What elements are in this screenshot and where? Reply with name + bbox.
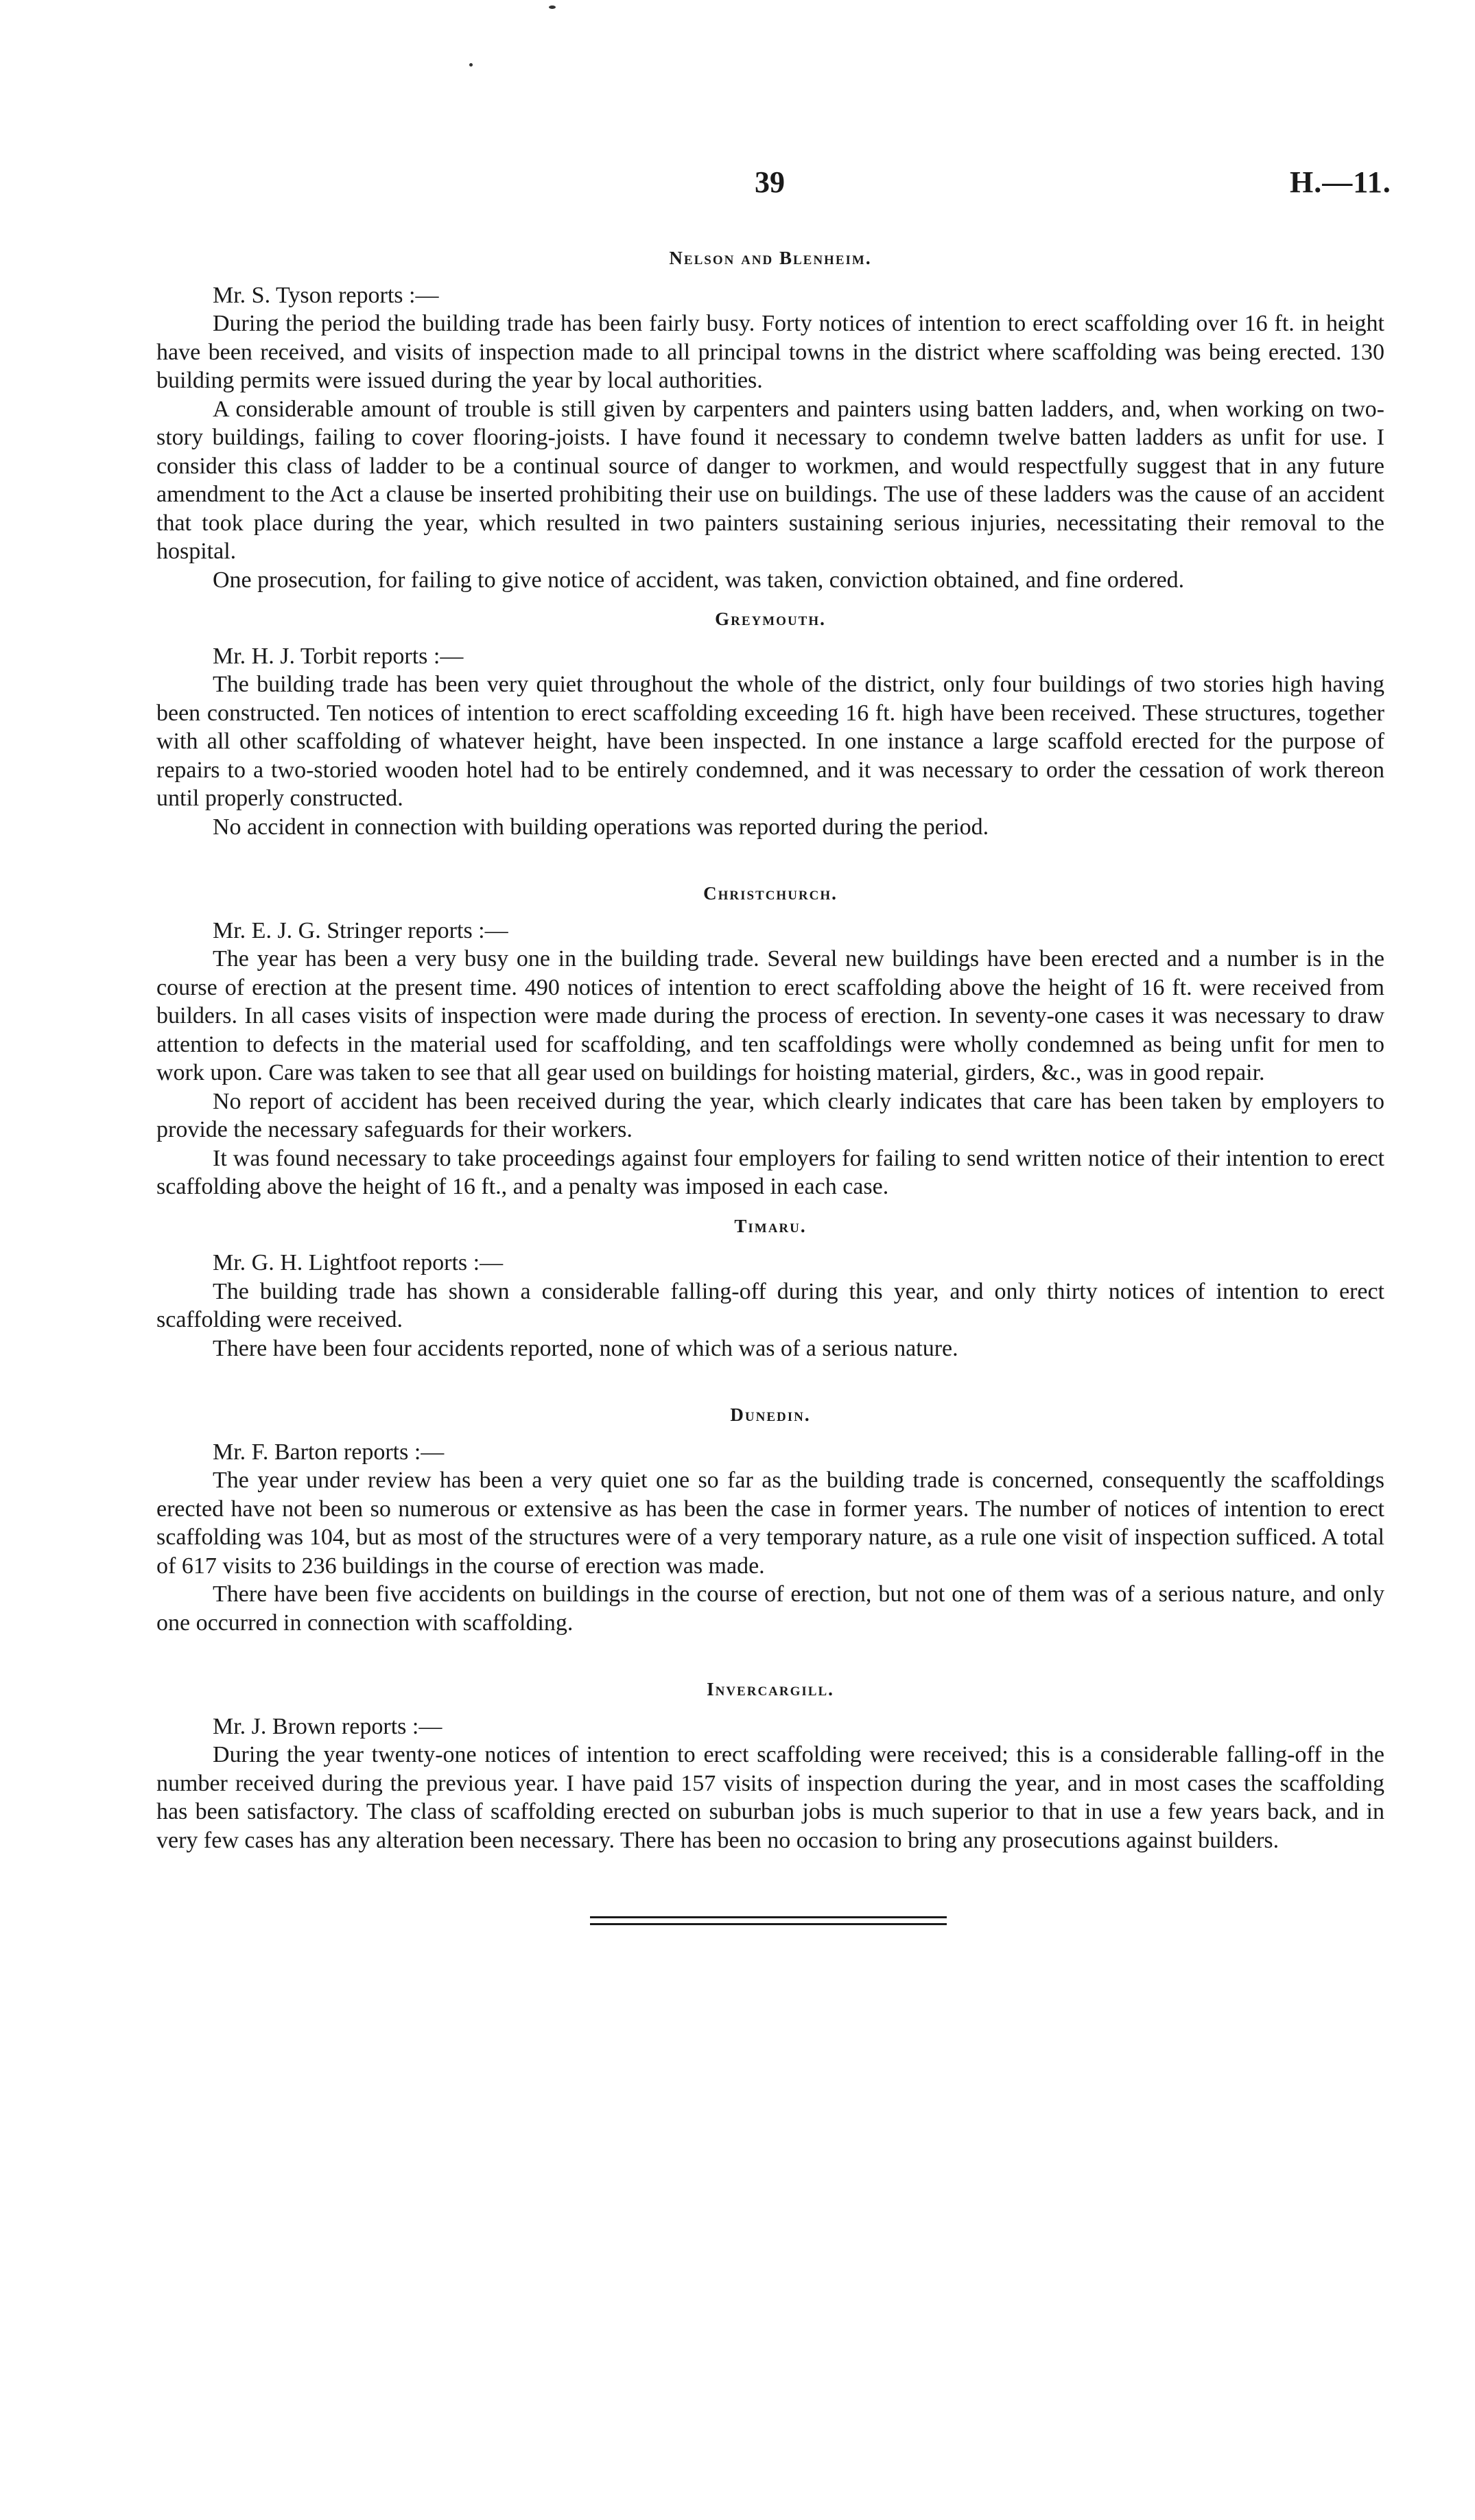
paragraph: During the period the building trade has been fairly busy. Forty notices of intention to erect scaffolding over 16 ft. in height have been received, and visits of inspection made to all principal towns in the district where scaffolding was being erected. 130 building permits were issued during the year by local authorities. <box>156 311 1384 393</box>
end-rule-top <box>590 1916 947 1918</box>
paragraph: No report of accident has been received during the year, which clearly indicates that care has been taken by employers to provide the necessary safeguards for their workers. <box>156 1088 1384 1142</box>
page-header <box>0 165 1475 206</box>
section-gap <box>156 1637 1384 1664</box>
section-dunedin <box>156 1401 1384 1637</box>
paragraph: No accident in connection with building operations was reported during the period. <box>213 814 989 840</box>
scan-speck <box>549 5 556 9</box>
section-greymouth <box>156 605 1384 841</box>
reporter-line: Mr. H. J. Torbit reports :— <box>213 643 464 669</box>
section-heading: Greymouth. <box>715 609 826 629</box>
paragraph: The building trade has shown a considerable falling-off during this year, and only thirty notices of intention to erect scaffolding were received. <box>156 1278 1384 1332</box>
scan-speck <box>469 63 473 67</box>
section-christchurch <box>156 880 1384 1201</box>
paragraph: It was found necessary to take proceedings against four employers for failing to send written notice of their intention to erect scaffolding above the height of 16 ft., and a penalty was imposed in each case. <box>156 1145 1384 1199</box>
paragraph: The year has been a very busy one in the building trade. Several new buildings have been erected and a number is in the course of erection at the present time. 490 notices of intention to erect scaffolding above the height of 16 ft. were received from builders. In all cases visits of inspection were made during the process of erection. In seventy-one cases it was necessary to draw attention to defects in the material used for scaffolding, and ten scaffoldings were wholly condemned as being unfit for men to work upon. Care was taken to see that all gear used on buildings for hoisting material, girders, &c., was in good repair. <box>156 946 1384 1085</box>
paragraph: There have been five accidents on buildings in the course of erection, but not one of them was of a serious nature, and only one occurred in connection with scaffolding. <box>156 1581 1384 1636</box>
section-gap <box>156 841 1384 869</box>
body-text <box>156 233 1384 1854</box>
paragraph: The building trade has been very quiet throughout the whole of the district, only four buildings of two stories high having been constructed. Ten notices of intention to erect scaffolding exceeding 16 ft. high have been received. These structures, together with all other scaffolding of whatever height, have been inspected. In one instance a large scaffold erected for the purpose of repairs to a two-storied wooden hotel had to be entirely condemned, and it was necessary to order the cessation of work thereon until properly constructed. <box>156 672 1384 811</box>
end-rule-bottom <box>590 1923 947 1925</box>
section-timaru <box>156 1212 1384 1363</box>
reporter-line: Mr. S. Tyson reports :— <box>213 282 439 308</box>
page-number: 39 <box>755 165 785 199</box>
section-heading: Timaru. <box>734 1215 807 1236</box>
reporter-line: Mr. F. Barton reports :— <box>213 1439 445 1465</box>
section-heading: Invercargill. <box>707 1679 834 1699</box>
section-heading: Nelson and Blenheim. <box>669 248 872 268</box>
section-heading: Christchurch. <box>703 883 838 904</box>
paragraph: The year under review has been a very quiet one so far as the building trade is concerned, consequently the scaffoldings erected have not been so numerous or extensive as has been the case in former years. The number of notices of intention to erect scaffolding was 104, but as most of the structures were of a very temporary nature, as a rule one visit of inspection sufficed. A total of 617 visits to 236 buildings in the course of erection was made. <box>156 1468 1384 1579</box>
section-heading: Dunedin. <box>730 1404 811 1425</box>
section-invercargill <box>156 1675 1384 1854</box>
document-code: H.—11. <box>1290 165 1391 199</box>
reporter-line: Mr. J. Brown reports :— <box>213 1713 442 1739</box>
paragraph: A considerable amount of trouble is still given by carpenters and painters using batten ladders, and, when working on two-story buildings, failing to cover flooring-joists. I have found it necessary to condemn twelve batten ladders as unfit for use. I consider this class of ladder to be a continual source of danger to workmen, and would respectfully suggest that in any future amendment to the Act a clause be inserted prohibiting their use on buildings. The use of these ladders was the cause of an accident that took place during the year, which resulted in two painters sustaining serious injuries, necessitating their removal to the hospital. <box>156 396 1384 564</box>
section-nelson-and-blenheim <box>156 244 1384 594</box>
section-gap <box>156 1363 1384 1390</box>
paragraph: There have been four accidents reported, none of which was of a serious nature. <box>213 1335 958 1361</box>
paragraph: One prosecution, for failing to give notice of accident, was taken, conviction obtained, and fine ordered. <box>213 567 1185 593</box>
reporter-line: Mr. G. H. Lightfoot reports :— <box>213 1250 504 1275</box>
paragraph: During the year twenty-one notices of intention to erect scaffolding were received; this is a considerable falling-off in the number received during the previous year. I have paid 157 visits of inspection during the year, and in most cases the scaffolding has been satisfactory. The class of scaffolding erected on suburban jobs is much superior to that in use a few years back, and in very few cases has any alteration been necessary. There has been no occasion to bring any prosecutions against builders. <box>156 1742 1384 1853</box>
reporter-line: Mr. E. J. G. Stringer reports :— <box>213 917 508 943</box>
